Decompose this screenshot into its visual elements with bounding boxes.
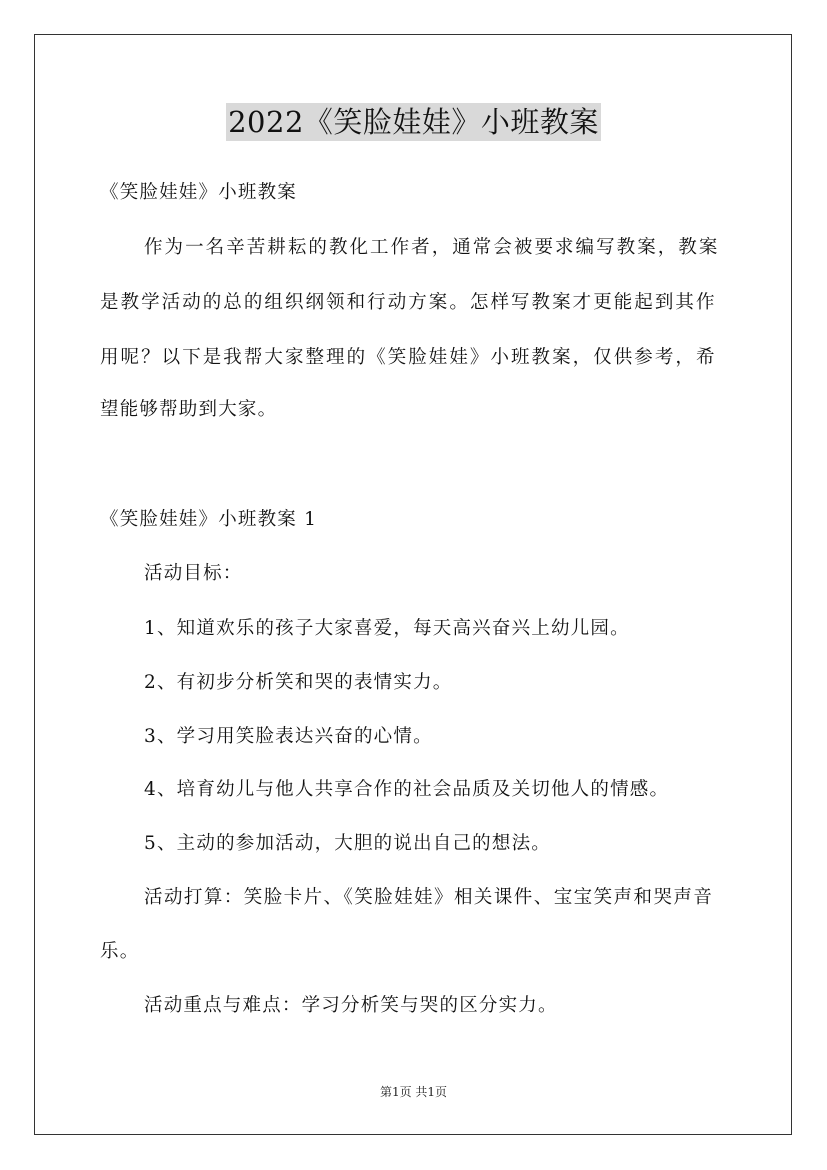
paragraph-line: 作为一名辛苦耕耘的教化工作者，通常会被要求编写教案，教案 — [144, 237, 720, 258]
paragraph-line: 是教学活动的总的组织纲领和行动方案。怎样写教案才更能起到其作 — [100, 292, 717, 313]
title-wrap — [0, 103, 827, 141]
paragraph-line: 用呢？以下是我帮大家整理的《笑脸娃娃》小班教案，仅供参考，希 — [100, 347, 717, 368]
list-item: 3、学习用笑脸表达兴奋的心情。 — [144, 726, 433, 747]
section-heading: 《笑脸娃娃》小班教案 — [100, 182, 298, 203]
paragraph-line: 望能够帮助到大家。 — [100, 399, 278, 420]
paragraph-line: 乐。 — [100, 941, 140, 962]
section-heading: 《笑脸娃娃》小班教案 1 — [100, 509, 318, 530]
paragraph-line: 活动打算：笑脸卡片、《笑脸娃娃》相关课件、宝宝笑声和哭声音 — [144, 887, 714, 908]
list-item: 2、有初步分析笑和哭的表情实力。 — [144, 672, 453, 693]
list-item: 4、培育幼儿与他人共享合作的社会品质及关切他人的情感。 — [144, 779, 670, 800]
document-title: 2022《笑脸娃娃》小班教案 — [228, 105, 599, 139]
page-footer: 第1页 共1页 — [379, 1085, 448, 1099]
paragraph-line: 活动重点与难点：学习分析笑与哭的区分实力。 — [144, 995, 558, 1016]
list-item: 1、知道欢乐的孩子大家喜爱，每天高兴奋兴上幼儿园。 — [144, 618, 630, 639]
list-item: 5、主动的参加活动，大胆的说出自己的想法。 — [144, 833, 551, 854]
subheading: 活动目标： — [144, 563, 243, 584]
